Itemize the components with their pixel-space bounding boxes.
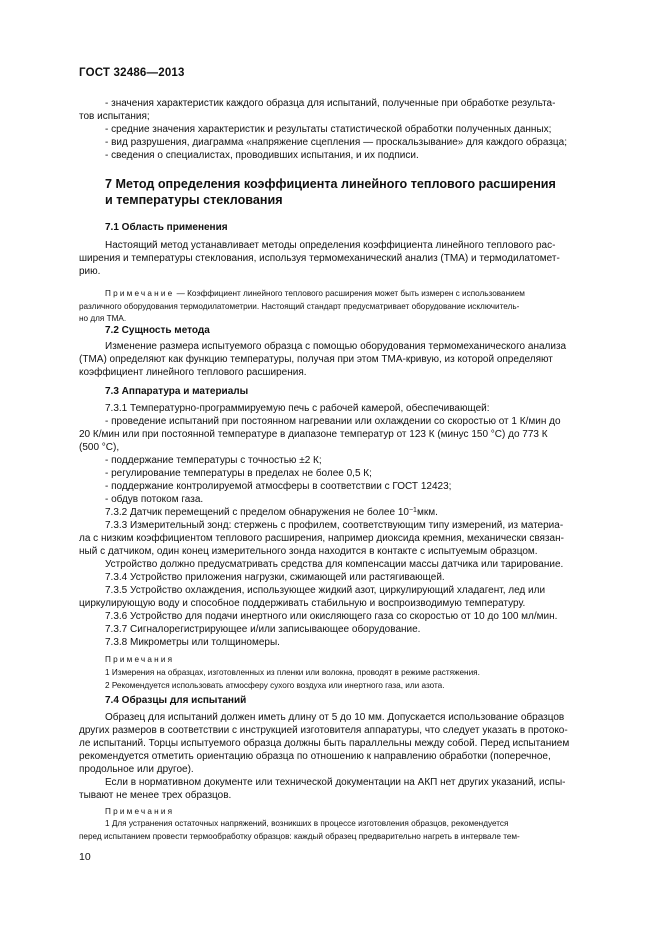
paragraph-line: продольное или другое). (79, 764, 194, 775)
list-item: - поддержание контролируемой атмосферы в соответствии с ГОСТ 12423; (105, 481, 452, 492)
note-label: Примечания (105, 807, 175, 816)
note-line: но для ТМА. (79, 314, 127, 323)
paragraph-line: 7.3.6 Устройство для подачи инертного или окисляющего газа со скоростью от 10 до 100 мл/мин. (105, 611, 558, 622)
paragraph-line: рию. (79, 266, 101, 277)
page-number: 10 (79, 851, 91, 863)
section-title: и температуры стеклования (105, 193, 283, 207)
paragraph-line: (ТМА) определяют как функцию температуры, получая при этом ТМА-кривую, из которой определяют (79, 354, 553, 365)
list-item: - обдув потоком газа. (105, 494, 204, 505)
paragraph-line: 7.3.8 Микрометры или толщиномеры. (105, 637, 280, 648)
subsection-heading: 7.4 Образцы для испытаний (105, 695, 247, 706)
paragraph-line: других размеров в соответствии с инструкцией изготовителя аппаратуры, что следует указать в протоко- (79, 725, 568, 736)
section-title: 7 Метод определения коэффициента линейного теплового расширения (105, 177, 556, 191)
paragraph-line: 7.3.7 Сигналорегистрирующее и/или записывающее оборудование. (105, 624, 421, 635)
exponent: −1 (408, 507, 417, 514)
paragraph-line: 7.3.3 Измерительный зонд: стержень с профилем, соответствующим типу измерений, из материа- (105, 520, 564, 531)
note-line: перед испытанием провести термообработку образцов: каждый образец предварительно нагреть в интервале тем- (79, 832, 520, 841)
paragraph-line: 20 К/мин или при постоянной температуре в диапазоне температур от 123 К (минус 150 °C) до 773 К (79, 429, 548, 440)
list-item: - вид разрушения, диаграмма «напряжение сцепления — проскальзывание» для каждого образца; (105, 137, 567, 148)
paragraph-line: ла с низким коэффициентом теплового расширения, например диоксида кремния, механически связан- (79, 533, 564, 544)
paragraph-line: ширения и температуры стеклования, используя термомеханический анализ (ТМА) и термодилатомет- (79, 253, 560, 264)
paragraph-line: 7.3.5 Устройство охлаждения, использующее жидкий азот, циркулирующий хладагент, лед или (105, 585, 546, 596)
note-text: — Коэффициент линейного теплового расширения может быть измерен с использованием (176, 289, 525, 298)
note-label: Примечания (105, 655, 175, 664)
paragraph-line: коэффициент линейного теплового расширения. (79, 367, 307, 378)
clause-text: 7.3.2 Датчик перемещений с пределом обнаружения не более 10 (105, 507, 409, 518)
note-line (105, 288, 525, 300)
subsection-heading: 7.3 Аппаратура и материалы (105, 386, 249, 397)
subsection-heading: 7.1 Область применения (105, 222, 228, 233)
subsection-heading: 7.2 Сущность метода (105, 325, 210, 336)
note-line: 2 Рекомендуется использовать атмосферу сухого воздуха или инертного газа, или азота. (105, 681, 445, 690)
paragraph-line: тывают не менее трех образцов. (79, 790, 232, 801)
unit-text: мкм. (416, 507, 438, 518)
paragraph-line: Образец для испытаний должен иметь длину от 5 до 10 мм. Допускается использование образцов (105, 712, 565, 723)
note-line: различного оборудования термодилатометрии. Настоящий стандарт предусматривает оборудование исключитель- (79, 302, 520, 311)
document-header: ГОСТ 32486—2013 (79, 67, 185, 79)
note-line: 1 Измерения на образцах, изготовленных из пленки или волокна, проводят в режиме растяжения. (105, 668, 480, 677)
text-line: тов испытания; (79, 111, 150, 122)
paragraph-line: Если в нормативном документе или технической документации на АКП нет других указаний, испы- (105, 777, 566, 788)
list-item: - сведения о специалистах, проводивших испытания, и их подписи. (105, 150, 419, 161)
paragraph-line: ный с датчиком, один конец измерительного зонда находится в контакте с испытуемым образцом. (79, 546, 538, 557)
paragraph-line (105, 507, 438, 519)
paragraph-line: Настоящий метод устанавливает методы определения коэффициента линейного теплового рас- (105, 240, 556, 251)
paragraph-line: 7.3.4 Устройство приложения нагрузки, сжимающей или растягивающей. (105, 572, 445, 583)
paragraph-line: (500 °C), (79, 442, 120, 453)
paragraph-line: Изменение размера испытуемого образца с помощью оборудования термомеханического анализа (105, 341, 567, 352)
paragraph-line: 7.3.1 Температурно-программируемую печь с рабочей камерой, обеспечивающей: (105, 403, 490, 414)
note-line: 1 Для устранения остаточных напряжений, возникших в процессе изготовления образцов, рекомендуется (105, 819, 509, 828)
list-item: - проведение испытаний при постоянном нагревании или охлаждении со скоростью от 1 К/мин до (105, 416, 561, 427)
paragraph-line: циркулирующую воду и способное поддерживать стабильную и воспроизводимую температуру. (79, 598, 526, 609)
paragraph-line: Устройство должно предусматривать средства для компенсации массы датчика или тарирование. (105, 559, 564, 570)
paragraph-line: ле испытаний. Торцы испытуемого образца должны быть параллельны между собой. Перед испытанием (79, 738, 570, 749)
list-item: - регулирование температуры в пределах не более 0,5 К; (105, 468, 372, 479)
note-label: Примечание (105, 289, 175, 298)
list-item: - средние значения характеристик и результаты статистической обработки полученных данных; (105, 124, 552, 135)
paragraph-line: рекомендуется отметить ориентацию образца по отношению к направлению обработки (поперечное, (79, 751, 551, 762)
list-item: - значения характеристик каждого образца для испытаний, полученные при обработке результа- (105, 98, 556, 109)
list-item: - поддержание температуры с точностью ±2 К; (105, 455, 322, 466)
